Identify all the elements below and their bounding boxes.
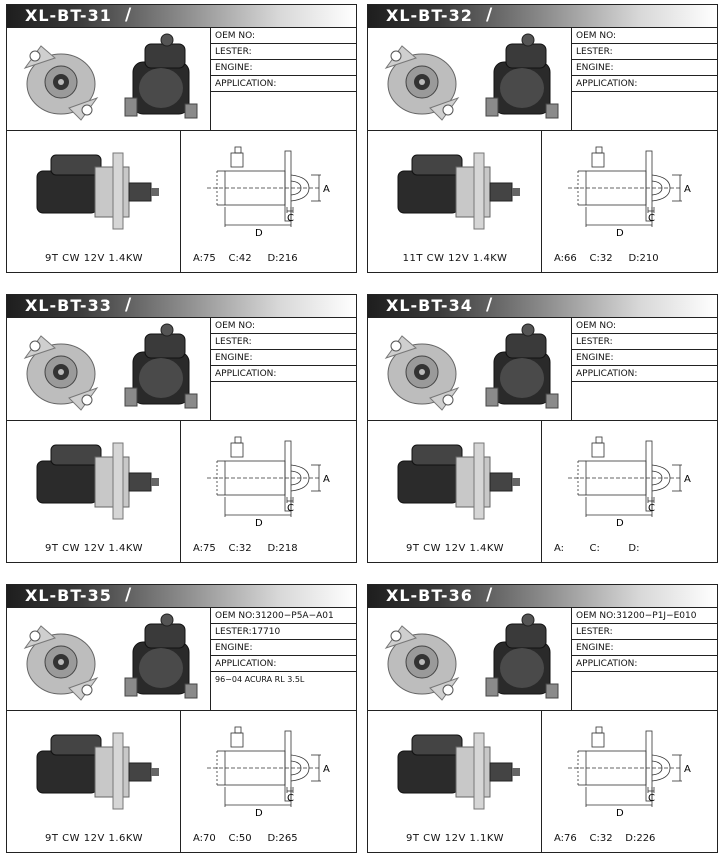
starter-profile-panel [368,421,542,562]
application-label: APPLICATION: [215,79,277,89]
starter-side-photo [111,28,211,130]
lester-row [211,624,356,640]
lester-row [572,624,717,640]
lester-row [572,44,717,60]
starter-profile-photo [7,421,181,531]
starter-front-photo [11,608,111,710]
card-upper-section [368,317,717,421]
lester-label: LESTER: [576,337,613,347]
starter-profile-photo [368,131,542,241]
dim-label-d: D [255,228,263,239]
oem-value: 31200−P1J−E010 [616,611,697,621]
oem-label: OEM NO: [215,321,256,331]
title-slash: / [125,295,132,315]
card-upper-section [7,317,356,421]
card-upper-section [7,607,356,711]
engine-row [211,60,356,76]
card-title-bar [7,585,356,607]
oem-label: OEM NO: [576,31,617,41]
application-value: 96−04 ACURA RL 3.5L [215,675,305,684]
oem-row [572,318,717,334]
oem-label: OEM NO: [576,321,617,331]
dim-label-c: C [287,793,294,804]
title-slash: / [486,5,493,25]
dim-label-a: A [684,184,691,195]
spec-text: 11T CW 12V 1.4KW [402,253,508,264]
info-table [571,608,717,710]
dimension-values: A: C: D: [554,543,640,554]
product-card-xl-bt-36 [367,584,718,853]
dim-label-a: A [323,184,330,195]
engine-row [572,350,717,366]
oem-row [211,28,356,44]
starter-profile-photo [368,421,542,531]
dimension-drawing [548,715,708,827]
lester-row [211,44,356,60]
model-number: XL-BT-33 [25,296,112,315]
application-label: APPLICATION: [576,79,638,89]
application-row [211,656,356,672]
dim-label-c: C [648,503,655,514]
dim-label-c: C [287,213,294,224]
oem-row [211,318,356,334]
application-label: APPLICATION: [215,659,277,669]
title-slash: / [125,5,132,25]
application-row [211,366,356,382]
card-title-bar [368,5,717,27]
dimension-values: A:70 C:50 D:265 [193,833,298,844]
engine-label: ENGINE: [576,63,614,73]
model-number: XL-BT-36 [386,586,473,605]
starter-profile-photo [7,131,181,241]
title-slash: / [486,585,493,605]
application-label: APPLICATION: [576,369,638,379]
starter-side-photo [111,608,211,710]
dimension-values: A:75 C:32 D:218 [193,543,298,554]
dimension-values: A:76 C:32 D:226 [554,833,656,844]
title-slash: / [486,295,493,315]
card-lower-section [7,421,356,562]
engine-label: ENGINE: [576,643,614,653]
application-row [211,76,356,92]
card-lower-section [368,421,717,562]
dim-label-d: D [616,228,624,239]
lester-row [211,334,356,350]
starter-front-photo [372,608,472,710]
product-card-xl-bt-32 [367,4,718,273]
spec-text: 9T CW 12V 1.1KW [406,833,504,844]
dimension-drawing [548,425,708,537]
dim-label-a: A [684,764,691,775]
dimension-drawing [548,135,708,247]
dimension-values: A:75 C:42 D:216 [193,253,298,264]
dim-label-d: D [616,518,624,529]
info-table [571,318,717,420]
application-row [572,76,717,92]
dim-label-a: A [323,764,330,775]
starter-front-photo [11,318,111,420]
application-label: APPLICATION: [576,659,638,669]
engine-row [211,350,356,366]
dimension-drawing [187,425,347,537]
lester-label: LESTER: [215,337,252,347]
dim-label-a: A [684,474,691,485]
application-value [211,92,356,98]
info-table [210,28,356,130]
application-label: APPLICATION: [215,369,277,379]
application-value [572,382,717,388]
lester-row [572,334,717,350]
info-table [210,608,356,710]
card-upper-section [368,607,717,711]
application-row [572,366,717,382]
lester-label: LESTER: [576,47,613,57]
oem-row [572,28,717,44]
oem-label: OEM NO: [215,31,256,41]
dim-label-d: D [255,518,263,529]
info-table [210,318,356,420]
lester-value: 17710 [251,627,281,637]
card-upper-section [7,27,356,131]
engine-row [572,640,717,656]
dimension-drawing [187,135,347,247]
starter-front-photo [11,28,111,130]
card-title-bar [7,295,356,317]
dim-label-a: A [323,474,330,485]
spec-text: 9T CW 12V 1.4KW [45,543,143,554]
starter-profile-panel [7,131,181,272]
engine-label: ENGINE: [215,353,253,363]
spec-text: 9T CW 12V 1.4KW [406,543,504,554]
starter-profile-panel [368,131,542,272]
dim-label-c: C [287,503,294,514]
oem-label: OEM NO: [215,611,256,621]
dimension-drawing [187,715,347,827]
application-row [572,656,717,672]
starter-side-photo [472,608,572,710]
starter-profile-panel [7,421,181,562]
dim-label-c: C [648,793,655,804]
oem-value: 31200−P5A−A01 [255,611,334,621]
dim-label-c: C [648,213,655,224]
starter-profile-panel [368,711,542,852]
lester-label: LESTER: [576,627,613,637]
card-lower-section [368,711,717,852]
card-title-bar [7,5,356,27]
engine-row [211,640,356,656]
starter-profile-photo [7,711,181,821]
engine-label: ENGINE: [215,63,253,73]
application-value [211,382,356,388]
card-upper-section [368,27,717,131]
engine-label: ENGINE: [576,353,614,363]
dim-label-d: D [616,808,624,819]
product-card-xl-bt-34 [367,294,718,563]
starter-front-photo [372,28,472,130]
starter-profile-photo [368,711,542,821]
card-lower-section [7,131,356,272]
model-number: XL-BT-35 [25,586,112,605]
lester-label: LESTER: [215,627,252,637]
product-card-xl-bt-35 [6,584,357,853]
product-card-xl-bt-33 [6,294,357,563]
dim-label-d: D [255,808,263,819]
oem-row [572,608,717,624]
product-card-xl-bt-31 [6,4,357,273]
model-number: XL-BT-32 [386,6,473,25]
oem-label: OEM NO: [576,611,617,621]
engine-label: ENGINE: [215,643,253,653]
starter-front-photo [372,318,472,420]
starter-side-photo [472,28,572,130]
spec-text: 9T CW 12V 1.4KW [45,253,143,264]
spec-text: 9T CW 12V 1.6KW [45,833,143,844]
card-title-bar [368,585,717,607]
lester-label: LESTER: [215,47,252,57]
model-number: XL-BT-34 [386,296,473,315]
starter-profile-panel [7,711,181,852]
model-number: XL-BT-31 [25,6,112,25]
card-lower-section [7,711,356,852]
application-value [572,672,717,678]
engine-row [572,60,717,76]
starter-side-photo [111,318,211,420]
card-title-bar [368,295,717,317]
starter-side-photo [472,318,572,420]
title-slash: / [125,585,132,605]
oem-row [211,608,356,624]
application-value [572,92,717,98]
card-lower-section [368,131,717,272]
info-table [571,28,717,130]
dimension-values: A:66 C:32 D:210 [554,253,659,264]
